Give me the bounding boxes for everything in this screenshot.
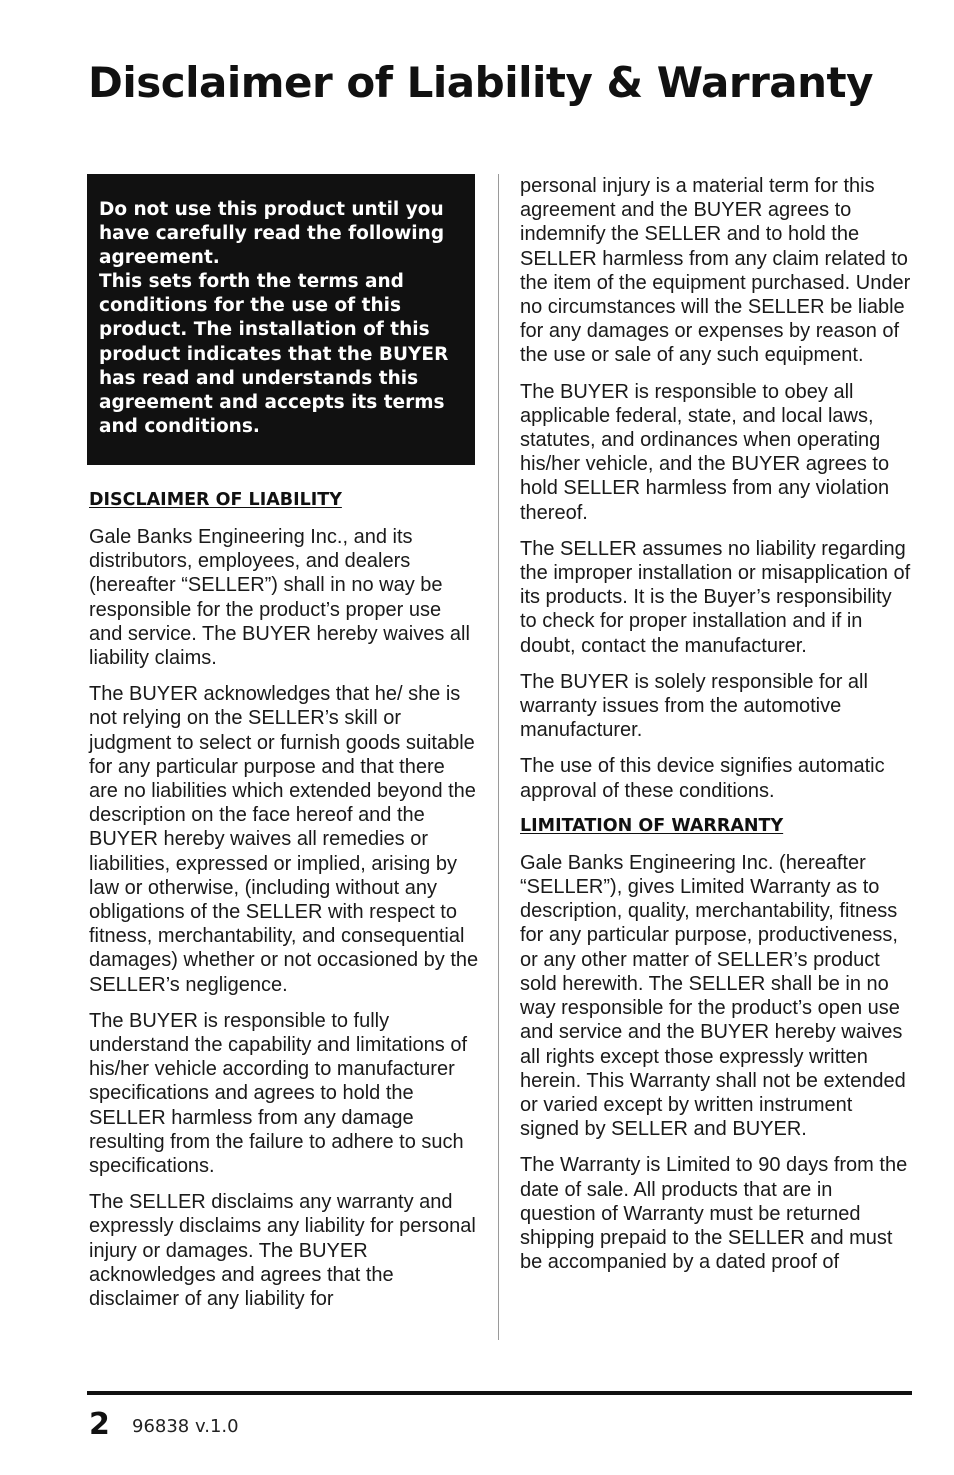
liability-paragraph: Gale Banks Engineering Inc., and its distributors, employees, and dealers (hereafter “SELLER”) shall in no way be responsible for the product’s proper use and service. The BUYER hereby waives all liability claims.: [89, 525, 470, 669]
warranty-heading: LIMITATION OF WARRANTY: [520, 815, 784, 836]
page-number: 2: [89, 1407, 110, 1442]
column-divider: [498, 174, 499, 1340]
notice-line-2: This sets forth the terms and conditions for the use of this product. The installation of this product indicates that the BUYER has read and understands this agreement and accepts its terms and conditions.: [99, 271, 449, 437]
liability-paragraph: The use of this device signifies automatic approval of these conditions.: [520, 755, 885, 802]
warranty-paragraph: The Warranty is Limited to 90 days from the date of sale. All products that are in question of Warranty must be returned shipping prepaid to the SELLER and must be accompanied by a dated proof of: [520, 1154, 908, 1274]
liability-paragraph: The SELLER disclaims any warranty and expressly disclaims any liability for personal injury or damages. The BUYER acknowledges and agrees that the disclaimer of any liability for: [89, 1191, 476, 1311]
liability-paragraph: personal injury is a material term for this agreement and the BUYER agrees to indemnify the SELLER and to hold the SELLER harmless from any claim related to the item of the equipment purchased. Under no circumstances will the SELLER be liable for any damages or expenses by reason of the use or sale of any such equipment.: [520, 175, 911, 367]
document-version: 96838 v.1.0: [132, 1416, 239, 1437]
page-title: Disclaimer of Liability & Warranty: [88, 58, 873, 107]
liability-paragraph: The BUYER is responsible to obey all applicable federal, state, and local laws, statutes, and ordinances when operating his/her vehicle, and the BUYER agrees to hold SELLER harmless from any violation thereof.: [520, 380, 890, 524]
left-column: [89, 174, 479, 1323]
notice-line-1: Do not use this product until you have carefully read the following agreement.: [99, 199, 445, 269]
right-column: [520, 174, 912, 1286]
liability-paragraph: The SELLER assumes no liability regarding the improper installation or misapplication of its products. It is the Buyer’s responsibility to check for proper installation and if in doubt, contact the manufacturer.: [520, 537, 911, 657]
liability-paragraph: The BUYER is solely responsible for all warranty issues from the automotive manufacturer.: [520, 670, 868, 742]
liability-paragraph: The BUYER acknowledges that he/ she is not relying on the SELLER’s skill or judgment to select or furnish goods suitable for any particular purpose and that there are no liabilities which extended beyond the description on the face hereof and the BUYER hereby waives all remedies or liabilities, expressed or implied, arising by law or otherwise, (including without any obligations of the SELLER with respect to fitness, merchantability, and consequential damages) whether or not occasioned by the SELLER’s negligence.: [89, 683, 479, 996]
liability-paragraph: The BUYER is responsible to fully understand the capability and limitations of his/her vehicle according to manufacturer specifications and agrees to hold the SELLER harmless from any damage resulting from the failure to adhere to such specifications.: [89, 1009, 468, 1178]
footer-rule: [87, 1391, 912, 1395]
liability-heading: DISCLAIMER OF LIABILITY: [89, 489, 342, 510]
warranty-paragraph: Gale Banks Engineering Inc. (hereafter “SELLER”), gives Limited Warranty as to description, quality, merchantability, fitness for any particular purpose, productiveness, or any other matter of SELLER’s product sold herewith. The SELLER shall be in no way responsible for the product’s open use and service and the BUYER hereby waives all rights except those expressly written herein. This Warranty shall not be extended or varied except by written instrument signed by SELLER and BUYER.: [520, 851, 906, 1141]
warning-notice-box: [87, 174, 475, 465]
